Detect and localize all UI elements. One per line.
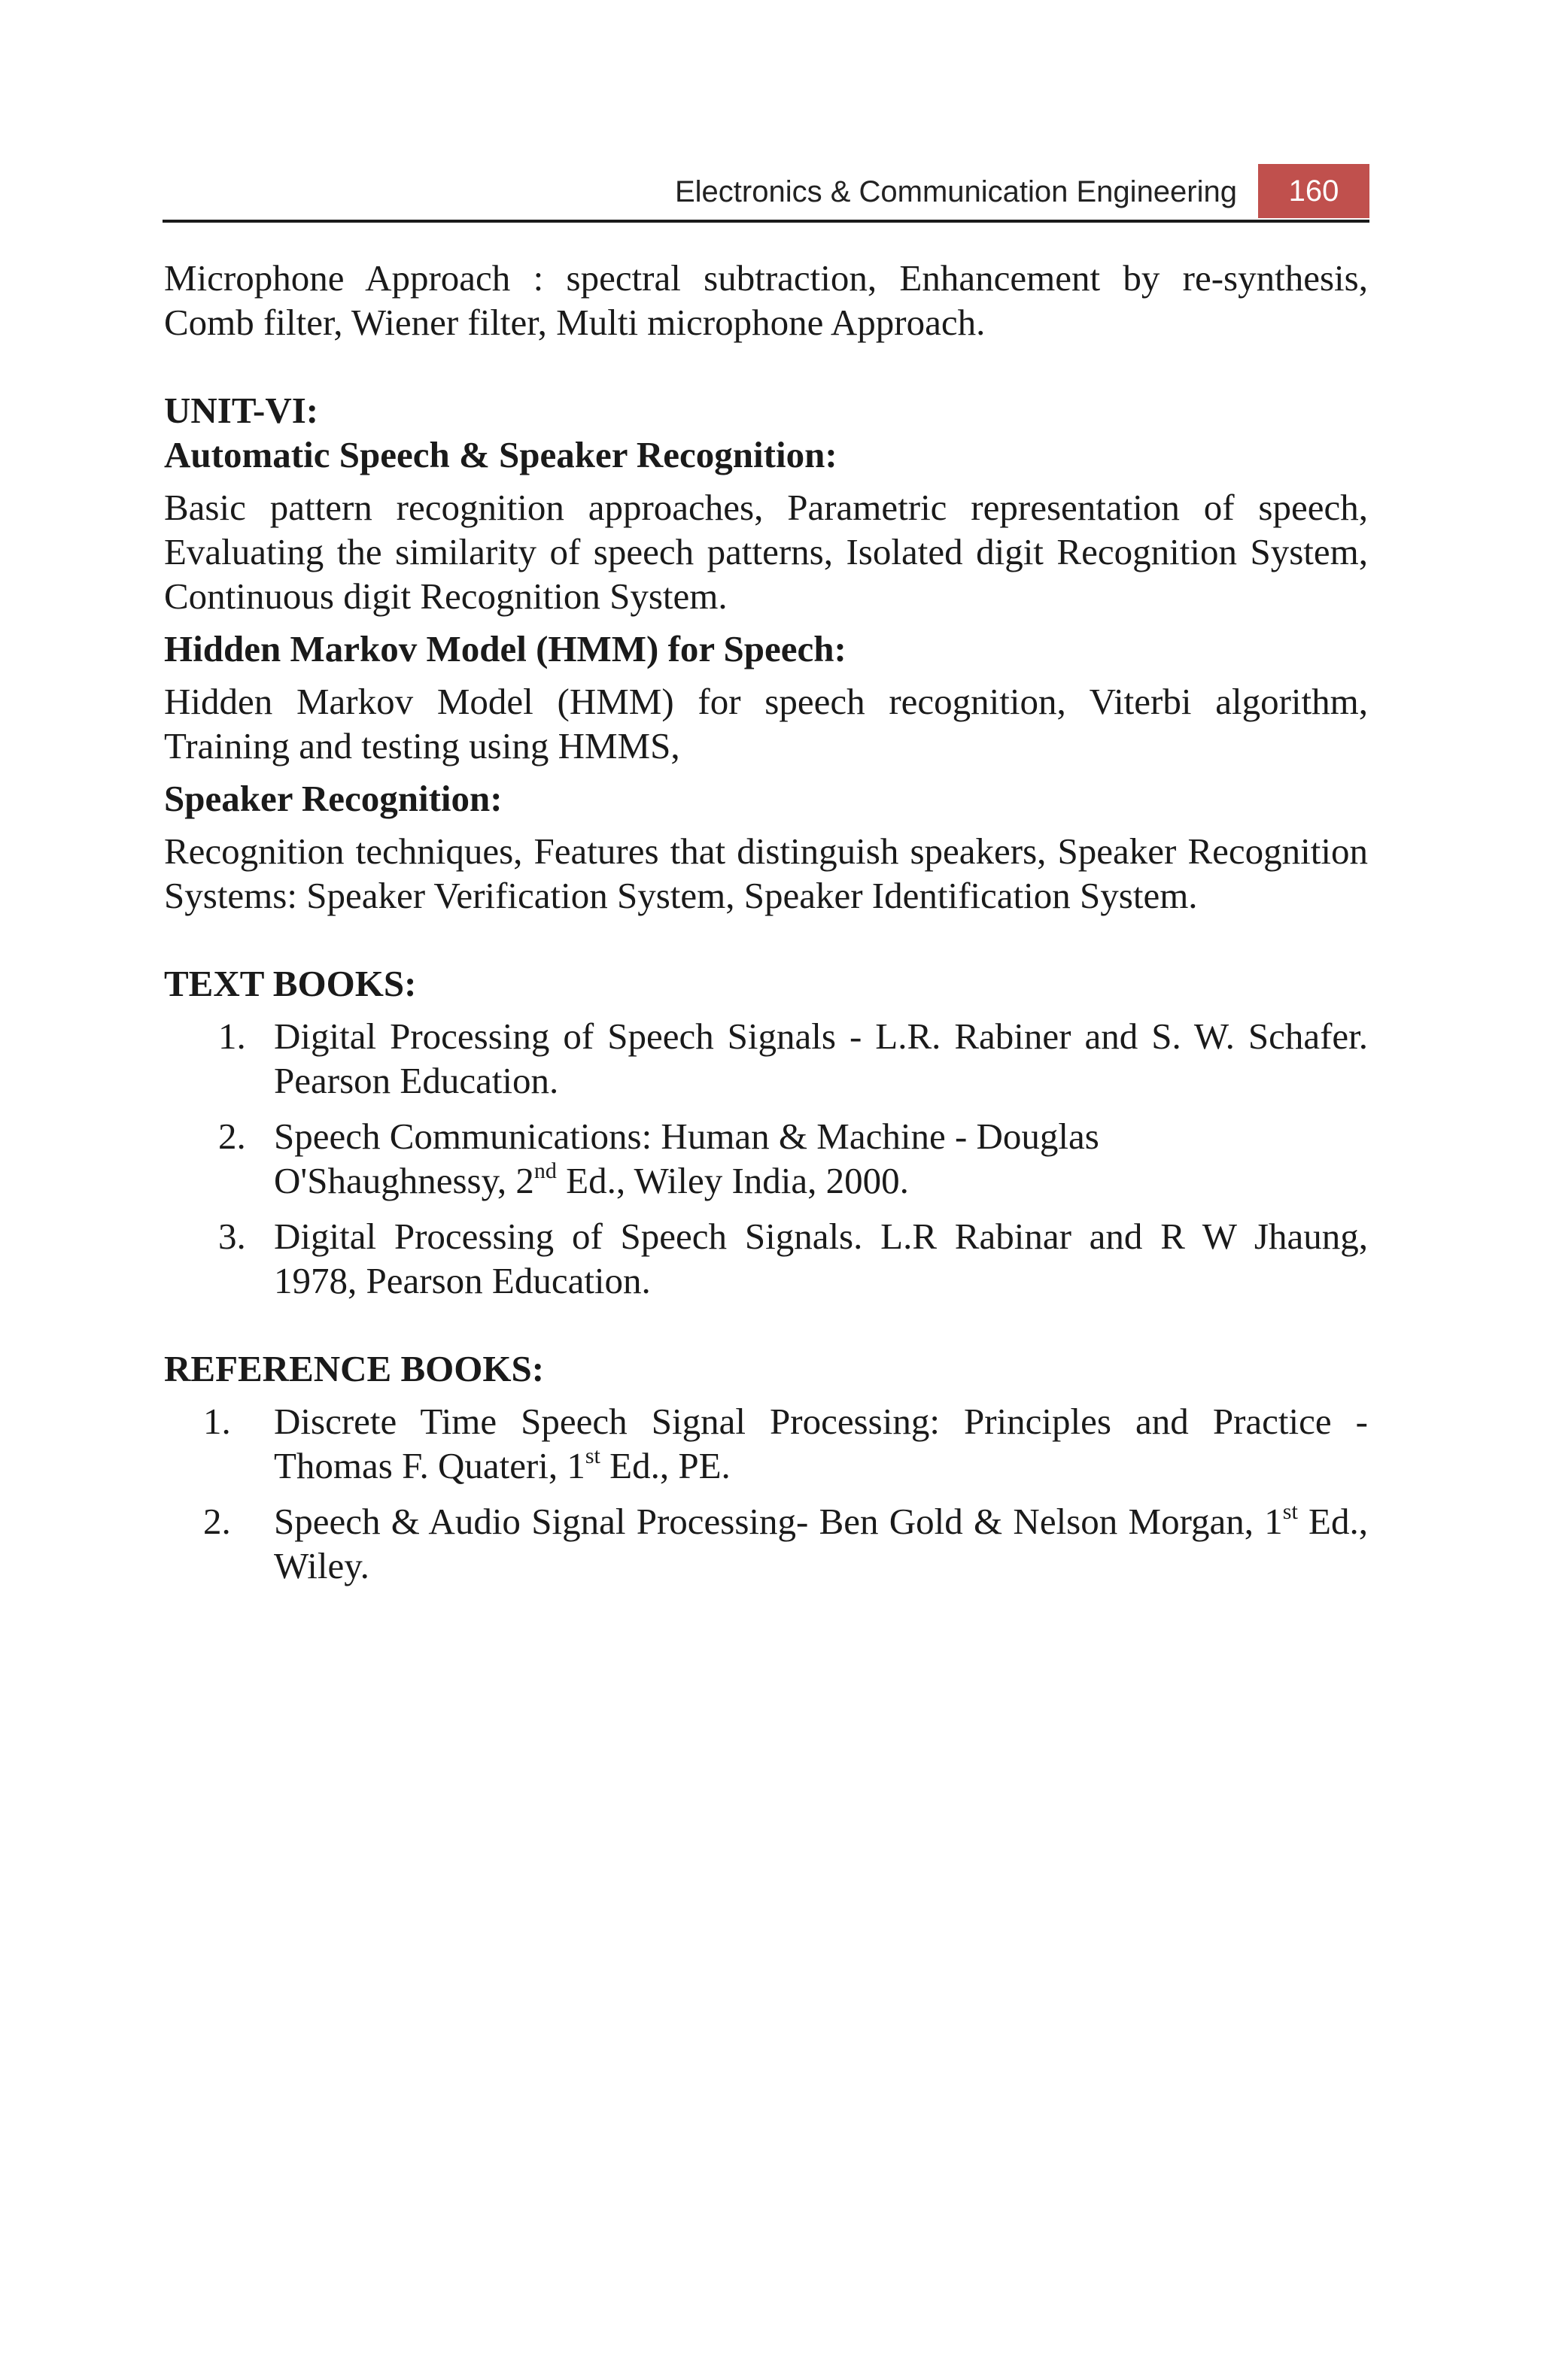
- list-item-number: 2.: [203, 1501, 231, 1542]
- intro-paragraph: Microphone Approach : spectral subtraction, Enhancement by re-synthesis, Comb filter, Wiener filter, Multi microphone Approach.: [164, 257, 1368, 343]
- reference-books-list: [164, 1399, 1368, 1588]
- unit-title: UNIT-VI:: [164, 390, 319, 431]
- running-header-title: Electronics & Communication Engineering: [674, 175, 1237, 208]
- list-item-text: Ed., Wiley.: [274, 1501, 1368, 1586]
- section-heading: Automatic Speech & Speaker Recognition:: [164, 434, 837, 475]
- superscript: st: [585, 1443, 600, 1468]
- text-books-list: [164, 1014, 1368, 1303]
- list-item: [164, 1399, 1368, 1488]
- list-item-text: Ed., PE.: [600, 1445, 731, 1486]
- list-item-number: 3.: [218, 1216, 246, 1257]
- superscript: st: [1282, 1499, 1298, 1524]
- list-item-text: Digital Processing of Speech Signals. L.R Rabinar and R W Jhaung, 1978, Pearson Education.: [274, 1216, 1368, 1301]
- reference-books-heading: REFERENCE BOOKS:: [164, 1348, 545, 1389]
- section-heading: Speaker Recognition:: [164, 778, 503, 819]
- section-text: Hidden Markov Model (HMM) for speech recognition, Viterbi algorithm, Training and testing using HMMS,: [164, 681, 1368, 767]
- section-text: Recognition techniques, Features that distinguish speakers, Speaker Recognition Systems: Speaker Verification System, Speaker Identification System.: [164, 830, 1368, 916]
- list-item: [164, 1114, 1368, 1203]
- list-item-text: Ed., Wiley India, 2000.: [556, 1160, 909, 1201]
- superscript: nd: [533, 1158, 557, 1183]
- list-item: [164, 1214, 1368, 1303]
- list-item-text: Discrete Time Speech Signal Processing: Principles and Practice - Thomas F. Quateri, 1: [274, 1401, 1368, 1486]
- list-item-text: Speech & Audio Signal Processing- Ben Gold & Nelson Morgan, 1: [274, 1501, 1283, 1542]
- page-content: [164, 256, 1368, 1588]
- list-item-number: 2.: [218, 1116, 246, 1157]
- list-item-text: Speech Communications: Human & Machine - Douglas: [274, 1116, 1099, 1157]
- list-item: [164, 1014, 1368, 1103]
- list-item-text: O'Shaughnessy, 2: [274, 1160, 534, 1201]
- section-text: Basic pattern recognition approaches, Parametric representation of speech, Evaluating the similarity of speech patterns, Isolated digit Recognition System, Continuous digit Recognition System.: [164, 487, 1368, 617]
- section-heading: Hidden Markov Model (HMM) for Speech:: [164, 628, 846, 669]
- list-item-number: 1.: [203, 1401, 231, 1442]
- running-header: [163, 162, 1369, 223]
- list-item: [164, 1499, 1368, 1588]
- text-books-heading: TEXT BOOKS:: [164, 963, 417, 1004]
- page-number-badge: 160: [1258, 164, 1369, 218]
- list-item-number: 1.: [218, 1015, 246, 1057]
- list-item-text: Digital Processing of Speech Signals - L.R. Rabiner and S. W. Schafer. Pearson Education.: [274, 1015, 1368, 1101]
